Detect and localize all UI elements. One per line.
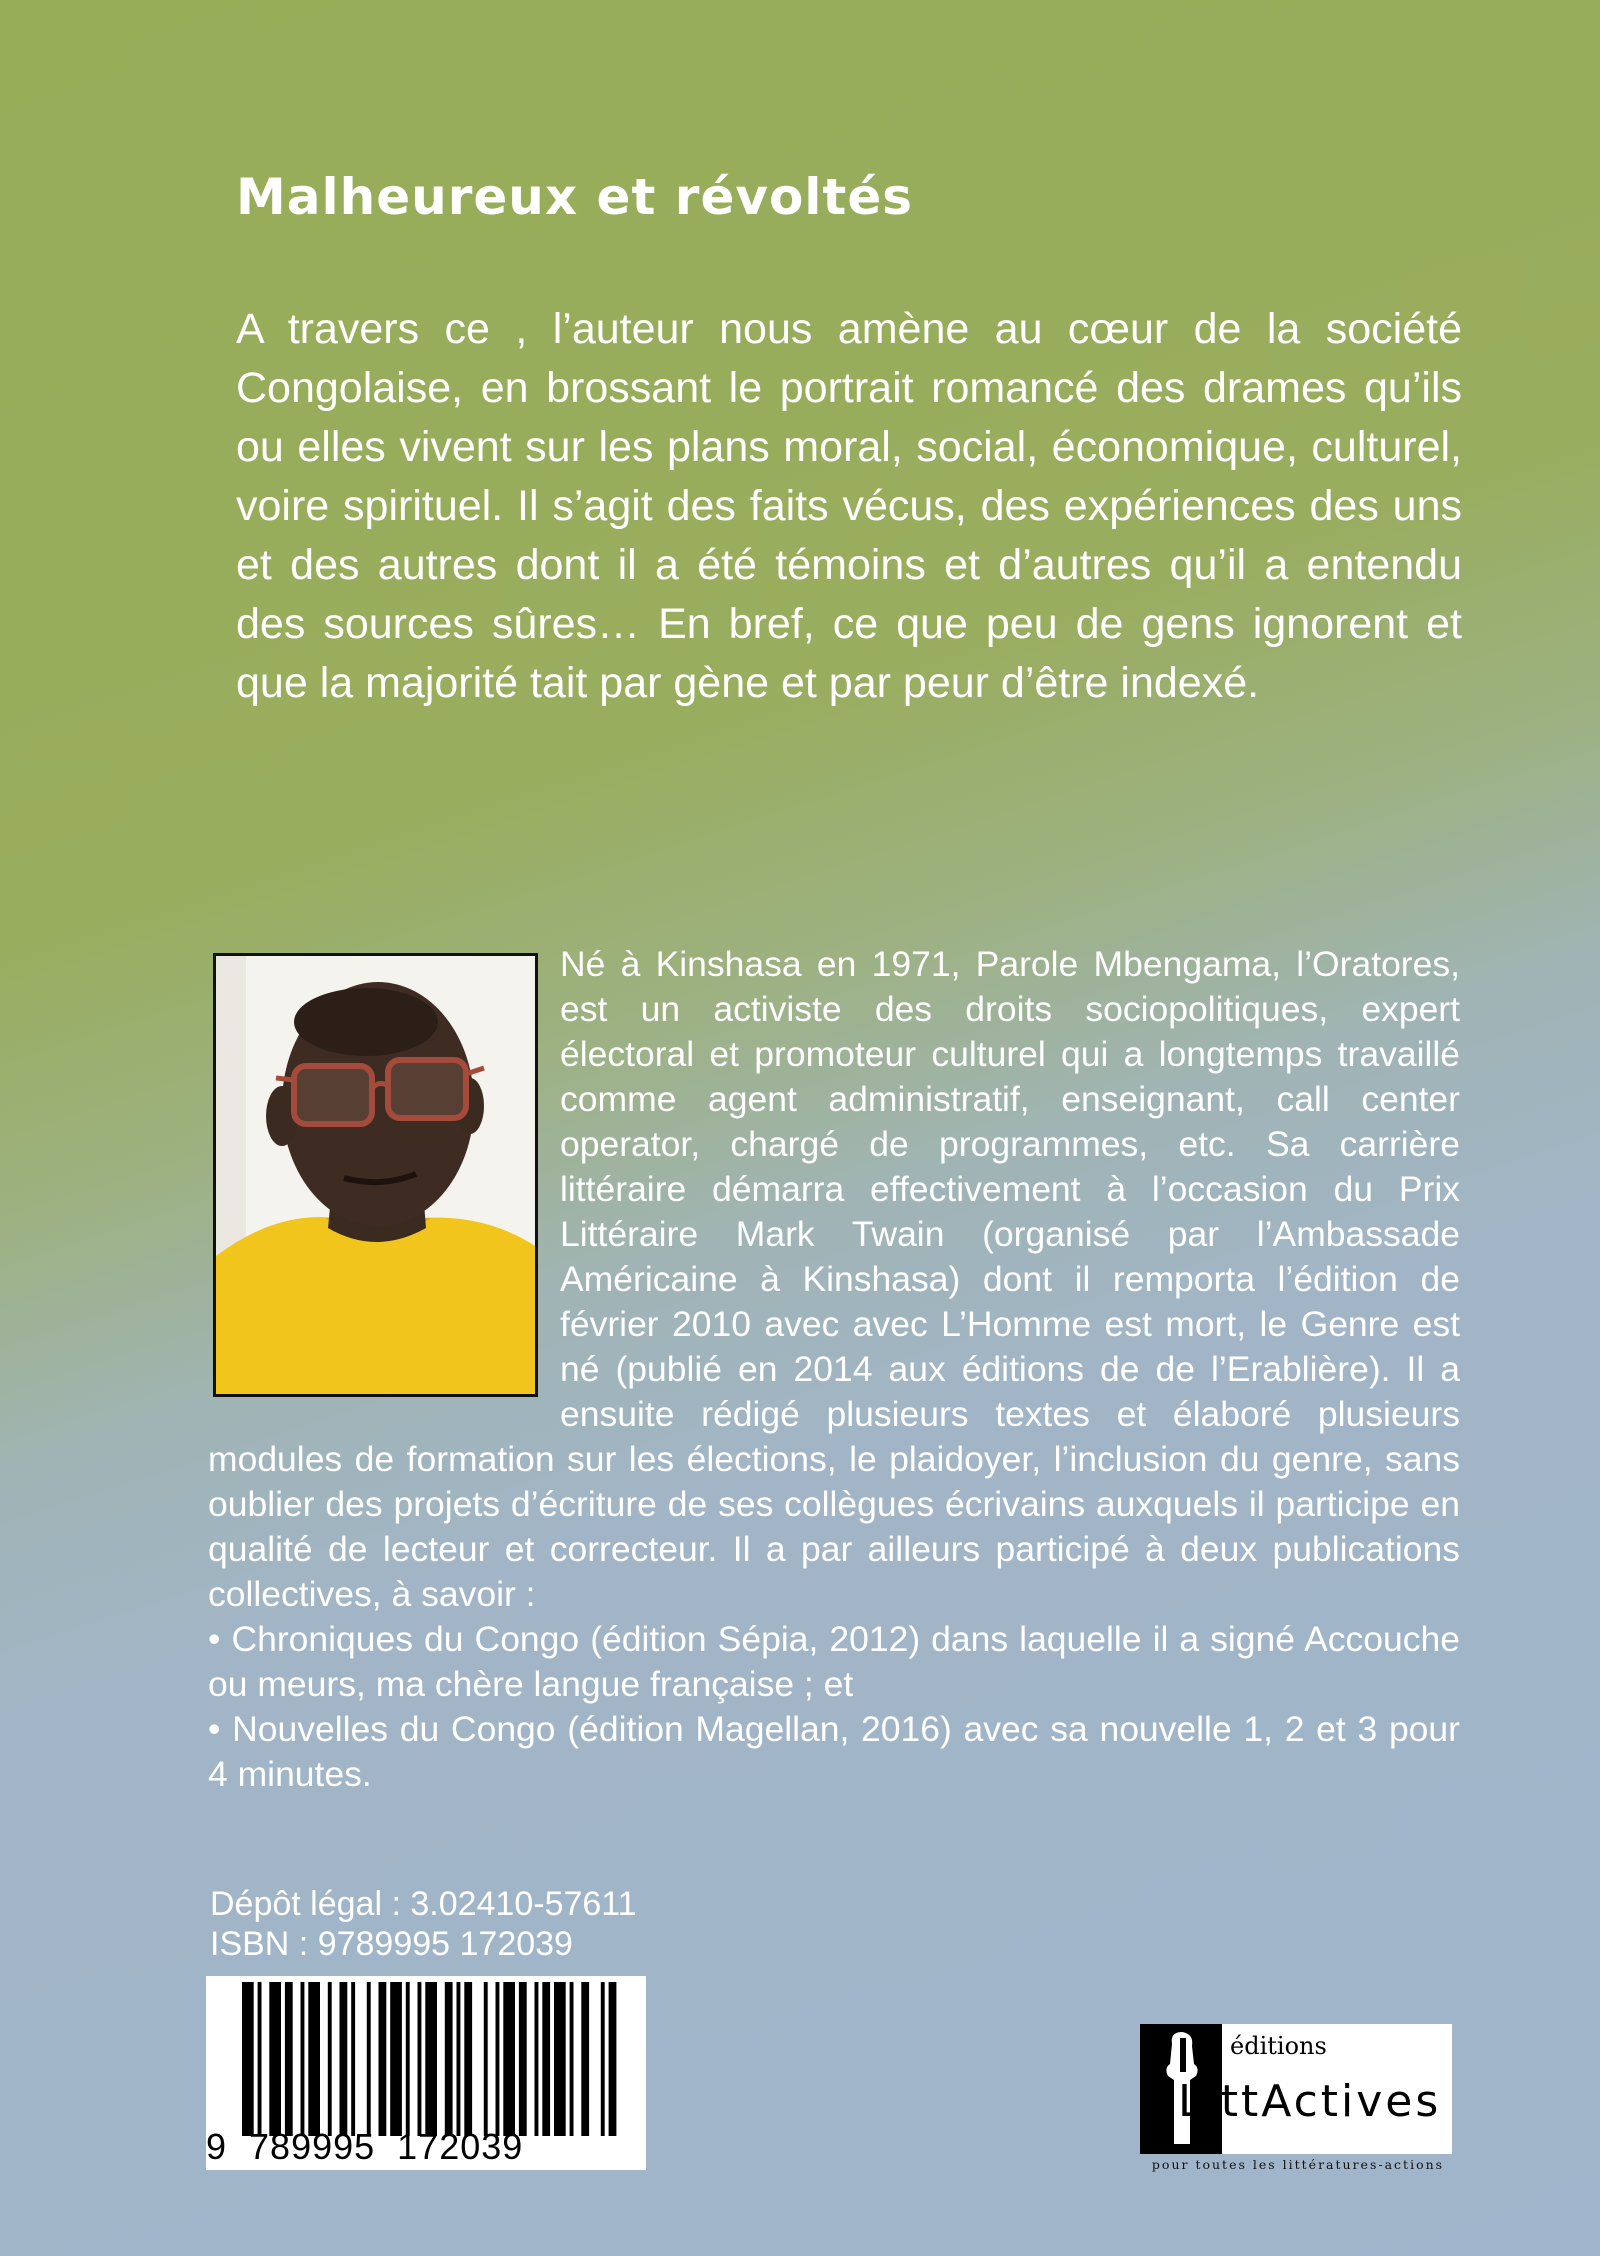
bio-text: Né à Kinshasa en 1971, Parole Mbengama, l’Oratores, est un activiste des droits sociopolitiques, expert électoral et promoteur culturel qui a longtemps travaillé comme agent administratif, enseignant, call center operator, chargé de programmes, etc. Sa carrière littéraire démarra effectivement à l’occasion du Prix Littéraire Mark Twain (organisé par l’Ambassade Américaine à Kinshasa) dont il remporta l’édition de février 2010 avec avec L’Homme est mort, le Genre est né (publié en 2014 aux éditions de de l’Erablière). Il a ensuite rédigé plusieurs textes et élaboré plusieurs modules de formation sur les élections, le plaidoyer, l’inclusion du genre, sans oublier des projets d’écriture de ses collègues écrivains auxquels il participe en qualité de lecteur et correcteur. Il a par ailleurs participé à deux publications collectives, à savoir : (208, 944, 1460, 1614)
barcode-bar (258, 1982, 262, 2136)
barcode-bar (418, 1982, 422, 2136)
barcode-bar (406, 1982, 410, 2136)
isbn-barcode (206, 1976, 646, 2170)
barcode-bar (351, 1982, 355, 2136)
photo-wrap-space (208, 942, 560, 1398)
book-summary: A travers ce , l’auteur nous amène au cœur de la société Congolaise, en brossant le portrait romancé des drames qu’ils ou elles vivent sur les plans moral, social, économique, culturel, voire spirituel. Il s’agit des faits vécus, des expériences des uns et des autres dont il a été témoins et d’autres qu’il a entendu des sources sûres… En bref, ce que peu de gens ignorent et que la majorité tait par gène et par peur d’être indexé. (236, 305, 1462, 707)
barcode-bars-icon (206, 1982, 646, 2136)
barcode-bar (581, 1982, 589, 2136)
barcode-bar (542, 1982, 550, 2136)
barcode-bar (601, 1982, 605, 2136)
barcode-bar (554, 1982, 566, 2136)
publication-item: • Nouvelles du Congo (édition Magellan, 2016) avec sa nouvelle 1, 2 et 3 pour 4 minutes. (208, 1709, 1460, 1794)
publisher-label: éditions (1230, 2032, 1327, 2060)
barcode-bar (457, 1982, 461, 2136)
isbn-number: ISBN : 9789995 172039 (210, 1925, 573, 1963)
barcode-bar (445, 1982, 453, 2136)
legal-deposit: Dépôt légal : 3.02410-57611 (210, 1885, 637, 1923)
publisher-tagline: pour toutes les littératures-actions (1151, 2157, 1445, 2172)
publication-item: • Chroniques du Congo (édition Sépia, 2012) dans laquelle il a signé Accouche ou meurs, ma chère langue française ; et (208, 1619, 1460, 1704)
barcode-bar (609, 1982, 617, 2136)
barcode-bar (328, 1982, 332, 2136)
barcode-bar (390, 1982, 402, 2136)
publisher-name: LittActives (1178, 2076, 1442, 2127)
barcode-bar (301, 1982, 305, 2136)
book-title: Malheureux et révoltés (236, 168, 914, 226)
barcode-bar (308, 1982, 320, 2136)
publisher-logo (1140, 2024, 1452, 2154)
barcode-bar (379, 1982, 387, 2136)
barcode-bar (269, 1982, 281, 2136)
barcode-digits: 9 789995 172039 (206, 2126, 524, 2167)
barcode-bar (367, 1982, 371, 2136)
barcode-bar (242, 1982, 254, 2136)
barcode-bar (503, 1982, 515, 2136)
barcode-bar (464, 1982, 472, 2136)
barcode-bar (425, 1982, 437, 2136)
barcode-bar (285, 1982, 293, 2136)
barcode-bar (519, 1982, 527, 2136)
barcode-bar (484, 1982, 488, 2136)
barcode-bar (340, 1982, 348, 2136)
barcode-bar (535, 1982, 539, 2136)
barcode-bar (570, 1982, 574, 2136)
legal-info (210, 1884, 637, 1964)
barcode-bar (496, 1982, 500, 2136)
author-bio (208, 942, 1460, 1797)
